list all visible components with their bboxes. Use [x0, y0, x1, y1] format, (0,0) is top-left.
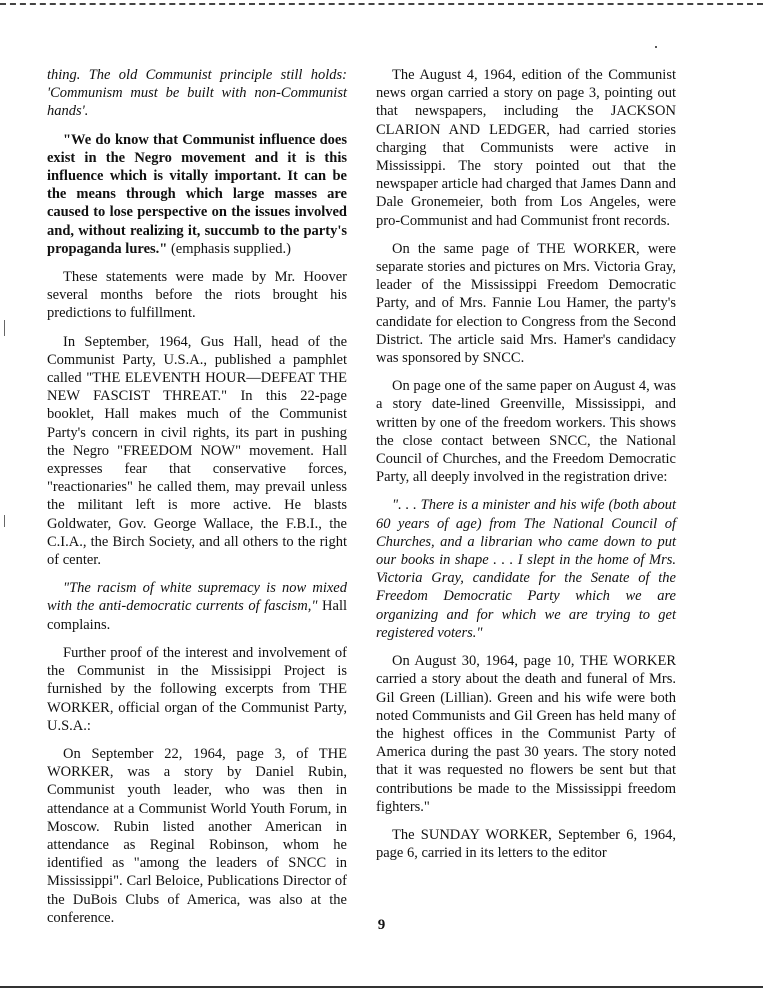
paragraph-august-30: On August 30, 1964, page 10, THE WORKER carried a story about the death and funeral of Mrs. Gil Green (Lillian). Green and his wife were both noted Communists and Gil Green has held many of the highest offices in the Communist Party of America during the past 30 years. The story noted that it was requested no flowers be sent but that contributions be made to the Mississippi freedom fighters.": [376, 653, 676, 815]
paragraph-further-proof: Further proof of the interest and involvement of the Communist in the Missisippi Project is furnished by the following excerpts from THE WORKER, official organ of the Communist Party, U.S.A.:: [47, 644, 347, 734]
bottom-border-line: [0, 986, 763, 988]
top-border-line: [0, 3, 763, 5]
paragraph-hoover-quote: [47, 131, 347, 258]
page-number: 9: [377, 917, 386, 933]
paragraph-statements: These statements were made by Mr. Hoover several months before the riots brought his predictions to fulfillment.: [47, 269, 347, 322]
margin-mark: [4, 320, 5, 336]
italic-quote: "The racism of white supremacy is now mixed with the anti-democratic currents of fascism,": [47, 580, 347, 615]
paragraph-gus-hall: In September, 1964, Gus Hall, head of the Communist Party, U.S.A., published a pamphlet called "THE ELEVENTH HOUR—DEFEAT THE NEW FASCIST THREAT." In this 22-page booklet, Hall makes much of the Communist Party's concern in civil rights, its part in pushing the Negro "FREEDOM NOW" movement. Hall expresses fear that conservative forces, "reactionaries" he called them, may prevail unless the militant left is more active. He blasts Goldwater, Gov. George Wallace, the F.B.I., the C.I.A., the Birch Society, and all others to the right of center.: [47, 333, 347, 569]
paragraph-racism-quote: [47, 579, 347, 634]
quote-attribution: Hall complains.: [47, 598, 348, 633]
margin-mark: [4, 515, 5, 527]
paragraph-rubin-story: On September 22, 1964, page 3, of THE WORKER, was a story by Daniel Rubin, Communist youth leader, who was then in attendance at a Communist World Youth Forum, in Moscow. Rubin listed another American in attendance as Reginal Robinson, whom he identified as "among the leaders of SNCC in Mississippi". Carl Beloice, Publications Director of the DuBois Clubs of America, was also at the conference.: [47, 745, 347, 926]
left-column: [47, 66, 347, 937]
scan-speck: [655, 46, 657, 48]
paragraph-august-4-edition: The August 4, 1964, edition of the Communist news organ carried a story on page 3, pointing out that newspapers, including the JACKSON CLARION AND LEDGER, had carried stories charging that Communists were active in Mississippi. The story pointed out that the newspaper article had charged that James Dann and Dale Gronemeier, both from Los Angeles, were pro-Communist and had Communist front records.: [376, 67, 676, 229]
right-column: [376, 66, 676, 872]
paragraph-sunday-worker: The SUNDAY WORKER, September 6, 1964, page 6, carried in its letters to the editor: [376, 826, 676, 862]
bold-quote: "We do know that Communist influence does exist in the Negro movement and it is this influence which is vitally important. It can be the means through which large masses are caused to lose perspective on the issues involved and, without realizing it, succumb to the party's propaganda lures.": [47, 131, 347, 257]
emphasis-note: (emphasis supplied.): [167, 240, 291, 257]
paragraph-same-page: On the same page of THE WORKER, were separate stories and pictures on Mrs. Victoria Gray, leader of the Mississippi Freedom Democratic Party, and of Mrs. Fannie Lou Hamer, the party's candidate for election to Congress from the Second District. The article said Mrs. Hamer's candidacy was sponsored by SNCC.: [376, 240, 676, 367]
paragraph-freedom-worker-quote: ". . . There is a minister and his wife (both about 60 years of age) from The National Council of Churches, and a librarian who came down to put our books in shape . . . I slept in the home of Mrs. Victoria Gray, candidate for the Senate of the Freedom Democratic Party which we are organizing and for which we are trying to get registered voters.": [376, 497, 676, 641]
paragraph-quote-continuation: thing. The old Communist principle still holds: 'Communism must be built with non-Communist hands'.: [47, 67, 347, 120]
paragraph-page-one: On page one of the same paper on August 4, was a story date-lined Greenville, Mississippi, and written by one of the freedom workers. This shows the close contact between SNCC, the National Council of Churches, and the Freedom Democratic Party, all deeply involved in the registration drive:: [376, 378, 676, 486]
